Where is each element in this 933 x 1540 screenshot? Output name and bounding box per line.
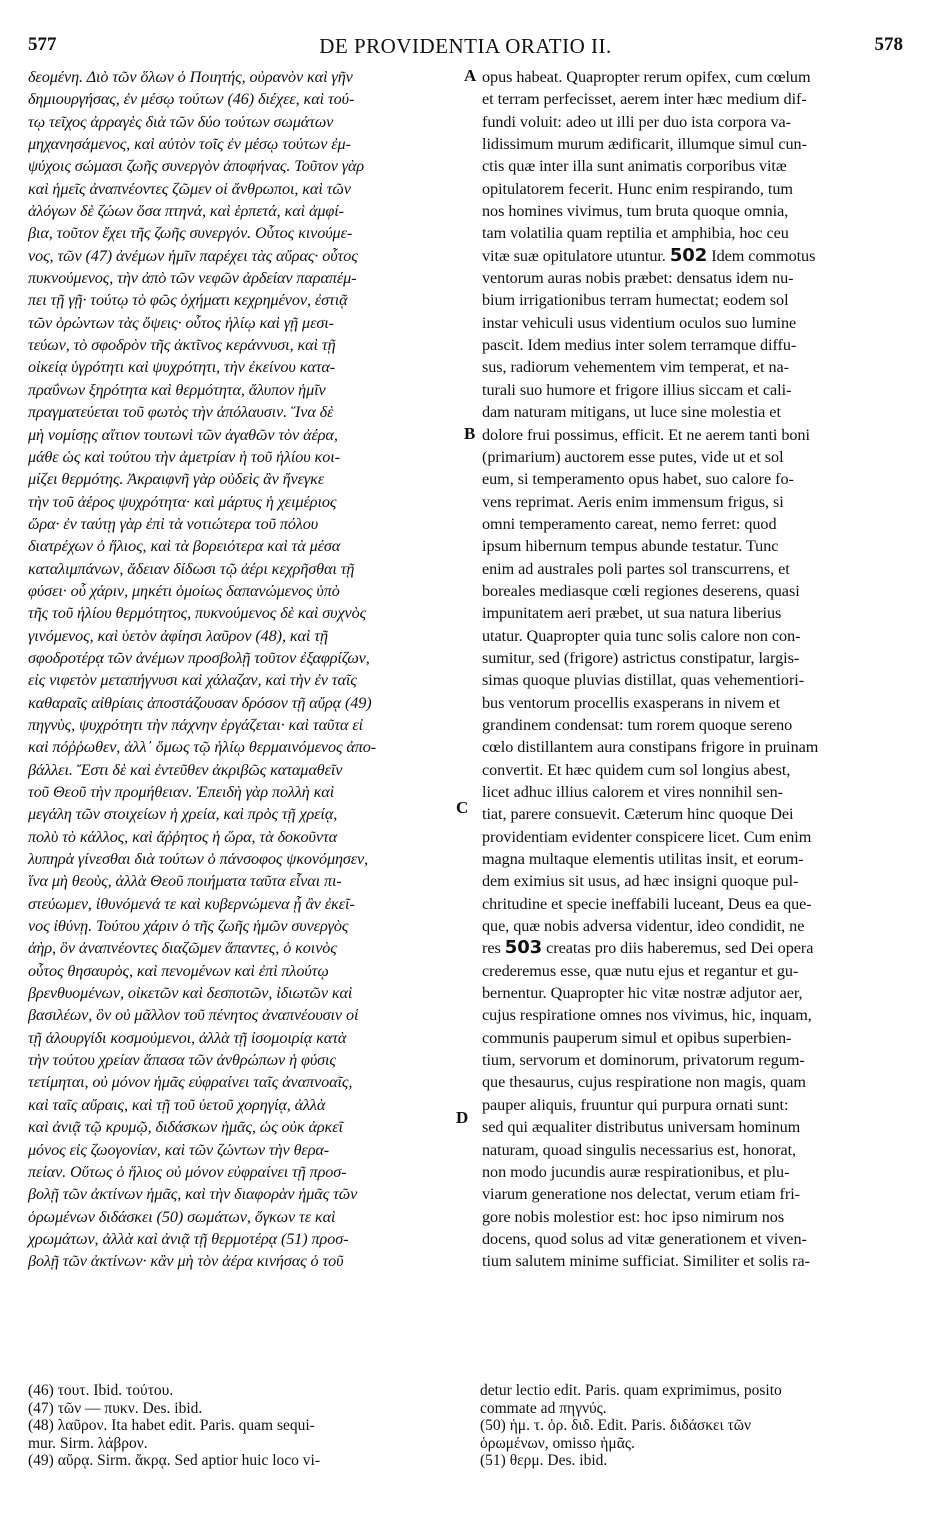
latin-line: simas quoque pluvias distillat, quas vehementiori- [482,671,805,690]
latin-line: gore nobis molestior est: hoc ipso nimirum nos [482,1207,785,1226]
margin-marker-b: B [464,424,476,443]
footnotes-left [28,1382,458,1470]
latin-line: vens reprimat. Aeris enim immensum frigus, si [482,492,784,511]
greek-line: τῶν ὁρώντων τὰς ὄψεις· οὗτος ἡλίῳ καὶ γῇ μεσι- [28,313,334,332]
latin-line: eum, si temperamento opus habet, suo calore fo- [482,470,794,489]
greek-line: βασιλέων, ὃν οὐ μᾶλλον τοῦ πένητος ἀναπνέουσιν οἱ [28,1006,359,1025]
greek-text-column [28,66,463,1273]
greek-line: οὗτος θησαυρὸς, καὶ πενομένων καὶ ἐπὶ πλούτῳ [28,961,329,980]
footnote-line: (50) ἡμ. τ. ὁρ. διδ. Edit. Paris. διδάσκει τῶν [480,1417,751,1434]
greek-line: μὴ νομίσῃς αἴτιον τουτωνὶ τῶν ἀγαθῶν τὸν ἀέρα, [28,425,338,444]
latin-line: et terram perfecisset, aerem inter hæc medium dif- [482,90,807,109]
greek-line: τεύων, τὸ σφοδρὸν τῆς ἀκτῖνος κεράννυσι, καὶ τῇ [28,336,336,355]
latin-line: ipsum hibernum tempus abunde testatur. Tunc [482,537,779,556]
greek-line: στεύωμεν, ἰθυνόμενά τε καὶ κυβερνώμενα ᾗ ἂν ἐκεῖ- [28,894,355,913]
greek-line: δημιουργήσας, ἐν μέσῳ τούτων (46) διέχεε, καὶ τού- [28,90,355,109]
greek-line: πραγματεύεται τοῦ φωτὸς τὴν ἀπόλαυσιν. Ἵνα δὲ [28,403,334,422]
greek-line: λυπηρὰ γίνεσθαι διὰ τούτων ὁ πάνσοφος ψκονόμησεν, [28,850,369,869]
greek-line: τῳ τεῖχος ἀρραγὲς διὰ τῶν δύο τούτων σωμάτων [28,112,334,131]
latin-line: opus habeat. Quapropter rerum opifex, cum cœlum [482,68,811,86]
latin-line: sed qui æqualiter distributus universam hominum [482,1118,801,1137]
latin-line: utatur. Quapropter quia tunc solis calore non con- [482,626,801,645]
greek-line: καὶ ἀνιᾷ τῷ κρυμῷ, διδάσκων ἡμᾶς, ὡς οὐκ ἀρκεῖ [28,1118,343,1137]
line-text: creatas pro diis haberemus, sed Dei opera [542,939,814,958]
footnote-line: mur. Sirm. λάβρον. [28,1434,148,1452]
footnote-line: detur lectio edit. Paris. quam exprimimus, posito [480,1382,782,1399]
greek-line: χρωμάτων, ἀλλὰ καὶ ἀνιᾷ τῇ θερμοτέρᾳ (51) προσ- [28,1229,349,1248]
latin-line: bernentur. Quapropter hic vitæ nostræ adjutor aer, [482,984,803,1003]
greek-line: βάλλει. Ἔστι δὲ καὶ ἐντεῦθεν ἀκριβῶς καταμαθεῖν [28,760,343,779]
greek-line: φύσει· οὗ χάριν, μηκέτι ὁμοίως δαπανώμενος ὑπὸ [28,581,340,600]
line-text: res [482,939,505,958]
latin-line: crederemus esse, quæ nutu ejus et regantur et gu- [482,961,799,980]
greek-line: δεομένη. Διὸ τῶν ὅλων ὁ Ποιητής, οὐρανὸν καὶ γῆν [28,68,353,86]
greek-line: πολὺ τὸ κάλλος, καὶ ἄῤῥητος ἡ ὥρα, τὰ δοκοῦντα [28,827,338,846]
latin-line: viarum generatione nos delectat, verum etiam fri- [482,1185,801,1204]
greek-line: ἵνα μὴ θεοὺς, ἀλλὰ Θεοῦ ποιήματα ταῦτα εἶναι πι- [28,872,342,891]
latin-line: enim ad australes poli partes sol transcurrens, et [482,559,790,578]
greek-line: τῇ ἁλουργίδι κοσμούμενοι, ἀλλὰ τῇ ἰσομοιρίᾳ κατὰ [28,1028,347,1047]
greek-line: εἰς νιφετὸν μεταπήγνυσι καὶ χάλαζαν, καὶ τὴν ἐν ταῖς [28,671,357,690]
footnote-line: (46) τουτ. Ibid. τούτου. [28,1382,174,1399]
footnotes-right [480,1382,900,1470]
greek-line: καὶ ταῖς αὔραις, καὶ τῇ τοῦ ὑετοῦ χορηγίᾳ, ἀλλὰ [28,1095,326,1114]
latin-line: ventorum auras nobis præbet: densatus idem nu- [482,269,794,288]
running-title: DE PROVIDENTIA ORATIO II. [319,34,612,58]
greek-line: καταλιμπάνων, ἄδειαν δίδωσι τῷ ἀέρι κεχρῆσθαι τῇ [28,559,355,578]
greek-line: νος, τῶν (47) ἀνέμων ἡμῖν παρέχει τὰς αὔρας· οὗτος [28,246,358,265]
greek-line: ψύχοις σώμασι ζωῆς συνεργὸν ἀποφήνας. Τοῦτον γὰρ [28,157,365,176]
latin-line: sumitur, sed (frigore) astrictus constipatur, largis- [482,648,800,667]
latin-line: convertit. Et hæc quidem cum sol longius abest, [482,760,791,779]
latin-text-column [482,66,895,1273]
footnote-line: ὁρωμένων, omisso ἡμᾶς. [480,1434,635,1452]
latin-line: ctis quæ inter illa sunt animatis corporibus vitæ [482,157,787,176]
latin-line: dolore frui possimus, efficit. Et ne aerem tanti boni [482,425,810,444]
margin-marker-c: C [456,798,469,817]
greek-line: μεγάλη τῶν στοιχείων ἡ χρεία, καὶ πρὸς τῇ χρείᾳ, [28,805,338,824]
latin-line: chritudine et specie ineffabili luceant, Deus ea que- [482,894,812,913]
greek-line: καὶ ἡμεῖς ἀναπνέοντες ζῶμεν οἱ ἄνθρωποι, καὶ τῶν [28,179,351,198]
greek-line: πραΰνων ξηρότητα καὶ θερμότητα, ἄλυπον ἡμῖν [28,380,326,399]
greek-line: ἀλόγων δὲ ζώων ὅσα πτηνά, καὶ ἑρπετά, καὶ ἀμφί- [28,202,344,221]
page-header [28,30,903,64]
left-page-number: 577 [28,34,57,55]
latin-line: grandinem condensat: tum rorem quoque sereno [482,715,793,734]
footnote-line: (51) θερμ. Des. ibid. [480,1452,608,1469]
footnote-line: (48) λαῦρον. Ita habet edit. Paris. quam sequi- [28,1417,315,1434]
latin-line: lidissimum murum ædificarit, illumque simul cun- [482,135,807,154]
greek-line: βολῇ τῶν ἀκτίνων· κἂν μὴ τὸν ἀέρα κινήσας ὁ τοῦ [28,1252,344,1271]
greek-line: διατρέχων ὁ ἥλιος, καὶ τὰ βορειότερα καὶ τὰ μέσα [28,537,341,556]
right-page-number: 578 [874,34,903,55]
latin-line: pauper aliquis, fruuntur qui purpura ornati sunt: [482,1095,789,1114]
greek-line: πυκνούμενος, τὴν ἀπὸ τῶν νεφῶν ἀρδείαν παραπέμ- [28,269,357,288]
latin-line: dem eximius sit usus, ad hæc insigni quoque pul- [482,872,799,891]
latin-line: naturam, quoad singulis necessarius est, honorat, [482,1140,797,1159]
latin-line: omni temperamento careat, nemo ferret: quod [482,514,777,533]
greek-line: γινόμενος, καὶ ὑετὸν ἀφίησι λαῦρον (48), καὶ τῇ [28,626,328,645]
latin-line: (primarium) auctorem esse putes, vide ut et sol [482,447,784,466]
section-number: 502 [669,244,708,266]
latin-line: cœlo distillantem aura constipans frigore in pruinam [482,738,819,757]
latin-line: boreales mediasque cœli regiones deserens, quasi [482,581,800,600]
latin-line: impunitatem aeri præbet, ut sua natura liberius [482,604,782,623]
greek-line: μόνος εἰς ζωογονίαν, καὶ τῶν ζώντων τὴν θερα- [28,1140,330,1159]
greek-line: μίζει θερμότης. Ἀκραιφνῆ γὰρ οὐδεὶς ἂν ἤνεγκε [28,470,325,489]
latin-line: licet adhuc illius calorem et vires nonnihil sen- [482,783,783,801]
greek-line: βολῇ τῶν ἀκτίνων ἡμᾶς, καὶ τὴν διαφορὰν ἡμᾶς τῶν [28,1185,358,1204]
latin-line: bium irrigationibus terram humectat; eodem sol [482,291,789,310]
greek-line: βια, τοῦτον ἔχει τῆς ζωῆς συνεργόν. Οὗτος κινούμε- [28,224,353,243]
latin-line: cujus respiratione omnes nos vivimus, hic, inquam, [482,1006,812,1025]
greek-line: βρενθυομένων, οἰκετῶν καὶ δεσποτῶν, ἰδιωτῶν καὶ [28,984,353,1003]
latin-line: tium salutem minime sufficiat. Similiter et solis ra- [482,1252,810,1271]
latin-line: turali suo humore et frigore illius siccam et cali- [482,380,792,399]
latin-line: tium, servorum et dominorum, privatorum regum- [482,1051,805,1070]
latin-line: dam naturam mitigans, ut luce sine molestia et [482,403,781,422]
latin-line [482,245,895,267]
latin-line: sus, radiorum vehementem vim temperat, et na- [482,358,790,377]
greek-line: μάθε ὡς καὶ τούτου τὴν ἀμετρίαν ἡ τοῦ ἡλίου κοι- [28,447,340,466]
latin-line: magna multaque elementis utilitas insit, et eorum- [482,850,804,869]
latin-line: nos homines vivimus, tum bruta quoque omnia, [482,202,789,221]
latin-line: instar vehiculi usus videntium oculos suo lumine [482,313,797,332]
greek-line: νος ἰθύνῃ. Τούτου χάριν ὁ τῆς ζωῆς ἡμῶν συνεργὸς [28,917,349,936]
greek-line: οἰκείᾳ ὑγρότητι καὶ ψυχρότητι, τὴν ἐκείνου κατα- [28,358,336,377]
greek-line: τὴν τούτου χρείαν ἅπασα τῶν ἀνθρώπων ἡ φύσις [28,1051,336,1070]
latin-line: fundi voluit: adeo ut illi per duo ista corpora va- [482,112,791,131]
line-text: Idem commotus [707,246,816,265]
latin-line: opitulatorem fecerit. Hunc enim respirando, tum [482,179,793,198]
greek-line: τὴν τοῦ ἀέρος ψυχρότητα· καὶ μάρτυς ἡ χειμέριος [28,492,337,511]
latin-line: bus ventorum procellis exasperans in nivem et [482,693,781,712]
greek-line: καθαραῖς αἰθρίαις ἀποστάζουσαν δρόσον τῇ αὔρᾳ (49) [28,693,372,712]
latin-line: pascit. Idem medius inter solem terramque diffu- [482,336,797,355]
margin-marker-d: D [456,1108,469,1127]
greek-line: πείαν. Οὕτως ὁ ἥλιος οὐ μόνον εὐφραίνει τῇ προσ- [28,1162,347,1181]
greek-line: σφοδροτέρᾳ τῶν ἀνέμων προσβολῇ τοῦτον ἐξαφρίζων, [28,648,370,667]
greek-line: ὁρωμένων διδάσκει (50) σωμάτων, ὄγκων τε καὶ [28,1207,336,1226]
line-text: vitæ suæ opitulatore utuntur. [482,246,670,265]
greek-line: ἀὴρ, ὃν ἀναπνέοντες διαζῶμεν ἅπαντες, ὁ κοινὸς [28,939,337,958]
latin-line: docens, quod solus ad vitæ generationem et viven- [482,1229,807,1248]
footnote-line: commate ad πηγνύς. [480,1399,607,1417]
latin-line [482,937,895,959]
latin-line: que, quæ nobis adversa videntur, ideo condidit, ne [482,917,805,936]
footnote-line: (47) τῶν — πυκν. Des. ibid. [28,1399,203,1417]
section-number: 503 [504,937,543,959]
footnote-line: (49) αὔρᾳ. Sirm. ἄκρᾳ. Sed aptior huic loco vi- [28,1452,321,1469]
latin-line: que thesaurus, cujus respiratione non magis, quam [482,1073,806,1092]
margin-marker-a: A [464,66,477,85]
latin-line: communis pauperum simul et opibus superbien- [482,1028,792,1047]
latin-line: tam volatilia quam reptilia et amphibia, hoc ceu [482,224,789,243]
greek-line: τετίμηται, οὐ μόνον ἡμᾶς εὐφραίνει ταῖς ἀναπνοαῖς, [28,1073,353,1092]
greek-line: ὥρα· ἐν ταύτῃ γὰρ ἐπὶ τὰ νοτιώτερα τοῦ πόλου [28,514,319,533]
latin-line: non modo jucundis auræ respirationibus, et plu- [482,1162,790,1181]
latin-line: providentiam evidenter conspicere licet. Cum enim [482,827,812,846]
greek-line: πηγνὺς, ψυχρότητι τὴν πάχνην ἐργάζεται· καὶ ταῦτα εἰ [28,715,364,734]
greek-line: πει τῇ γῇ· τούτῳ τὸ φῶς ὀχήματι κεχρημένον, ἐστιᾷ [28,291,348,310]
greek-line: μηχανησάμενος, καὶ αὐτὸν τοῖς ἐν μέσῳ τούτων ἐμ- [28,135,351,154]
greek-line: καὶ πόῤῥωθεν, ἀλλ᾽ ὅμως τῷ ἡλίῳ θερμαινόμενος ἀπο- [28,738,377,757]
greek-line: τῆς τοῦ ἡλίου θερμότητος, πυκνούμενος δὲ καὶ συχνὸς [28,604,367,623]
greek-line: τοῦ Θεοῦ τὴν προμήθειαν. Ἐπειδὴ γὰρ πολλὴ καὶ [28,783,335,801]
latin-line: tiat, parere consuevit. Cæterum hinc quoque Dei [482,805,794,824]
